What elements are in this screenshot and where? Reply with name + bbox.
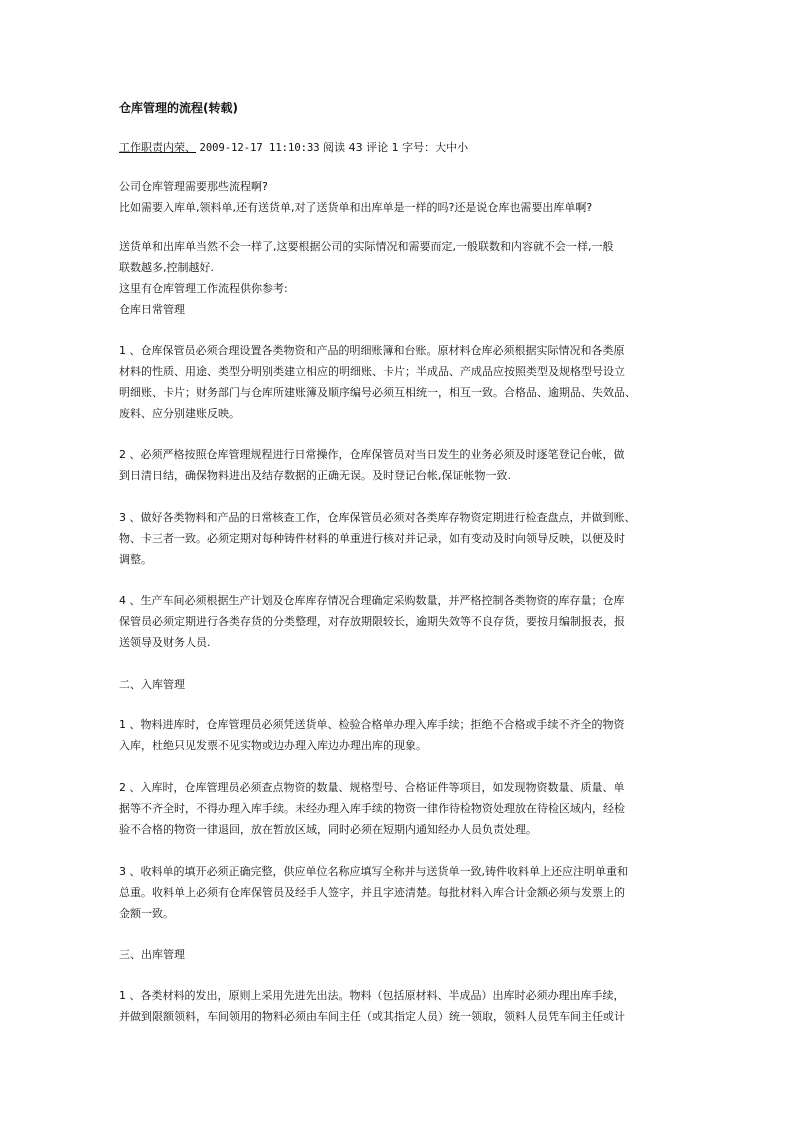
text-line: 1 、各类材料的发出，原则上采用先进先出法。物料（包括原材料、半成品）出库时必须办理出库手续， (119, 989, 625, 1002)
text-line: 到日清日结，确保物料进出及结存数据的正确无误。及时登记台帐,保证帐物一致. (119, 469, 511, 482)
text-line: 这里有仓库管理工作流程供你参考: (119, 282, 288, 295)
text-line: 3 、收料单的填开必须正确完整，供应单位名称应填写全称并与送货单一致,铸件收料单上还应注明单重和 (119, 865, 628, 878)
text-line: 保管员必须定期进行各类存货的分类整理，对存放期限较长，逾期失效等不良存货，要按月编制报表，报 (119, 615, 625, 628)
text-line: 金额一致。 (119, 907, 174, 920)
daily-item-3 (119, 507, 689, 570)
inbound-heading: 二、入库管理 (119, 678, 185, 691)
question-paragraph (119, 176, 689, 218)
text-line: 送领导及财务人员. (119, 636, 211, 649)
text-line: 据等不齐全时，不得办理入库手续。未经办理入库手续的物资一律作待检物资处理放在待检区域内，经检 (119, 802, 625, 815)
inbound-item-3 (119, 861, 689, 924)
text-line: 公司仓库管理需要那些流程啊? (119, 180, 268, 193)
comment-count[interactable]: 评论 1 (366, 141, 399, 154)
fontsize-label: 字号： (402, 141, 436, 154)
daily-item-1 (119, 340, 689, 424)
text-line: 验不合格的物资一律退回，放在暂放区域，同时必须在短期内通知经办人员负责处理。 (119, 823, 537, 836)
inbound-item-2 (119, 777, 689, 840)
text-line: 4 、生产车间必须根据生产计划及仓库库存情况合理确定采购数量，并严格控制各类物资的库存量；仓库 (119, 594, 625, 607)
inbound-item-1 (119, 714, 689, 756)
text-line: 总重。收料单上必须有仓库保管员及经手人签字，并且字迹清楚。每批材料入库合计金额必须与发票上的 (119, 886, 625, 899)
text-line: 调整。 (119, 553, 152, 566)
daily-item-4 (119, 590, 689, 653)
outbound-item-1 (119, 985, 689, 1027)
text-line: 入库，杜绝只见发票不见实物或边办理入库边办理出库的现象。 (119, 739, 427, 752)
text-line: 1 、物料进库时，仓库管理员必须凭送货单、检验合格单办理入库手续；拒绝不合格或手续不齐全的物资 (119, 718, 625, 731)
text-line: 废料、应分别建账反映。 (119, 407, 240, 420)
text-line: 材料的性质、用途、类型分明别类建立相应的明细账、卡片；半成品、产成品应按照类型及规格型号设立 (119, 365, 625, 378)
text-line: 1 、仓库保管员必须合理设置各类物资和产品的明细账簿和台账。原材料仓库必须根据实际情况和各类原 (119, 344, 625, 357)
text-line: 2 、入库时，仓库管理员必须查点物资的数量、规格型号、合格证件等项目，如发现物资数量、质量、单 (119, 781, 625, 794)
daily-item-2 (119, 444, 689, 486)
text-line: 3 、做好各类物料和产品的日常核查工作，仓库保管员必须对各类库存物资定期进行检查盘点，并做到账、 (119, 511, 636, 524)
text-line: 2 、必须严格按照仓库管理规程进行日常操作，仓库保管员对当日发生的业务必须及时逐笔登记台帐，做 (119, 448, 625, 461)
text-line: 明细账、卡片；财务部门与仓库所建账簿及顺序编号必须互相统一，相互一致。合格品、逾期品、失效品、 (119, 386, 636, 399)
text-line: 送货单和出库单当然不会一样了,这要根据公司的实际情况和需要而定,一般联数和内容就不会一样,一般 (119, 240, 614, 253)
post-datetime: 2009-12-17 11:10:33 (199, 142, 320, 154)
text-line: 并做到限额领料，车间领用的物料必须由车间主任（或其指定人员）统一领取，领料人员凭车间主任或计 (119, 1010, 625, 1023)
text-line: 联数越多,控制越好. (119, 261, 214, 274)
read-count: 阅读 43 (323, 141, 363, 154)
article-title: 仓库管理的流程(转载) (119, 101, 238, 115)
text-line: 物、卡三者一致。必须定期对每种铸件材料的单重进行核对并记录，如有变动及时向领导反映，以便及时 (119, 532, 625, 545)
category-link[interactable]: 工作职责内荣、 (119, 141, 196, 154)
article-meta (119, 139, 468, 155)
section-heading: 仓库日常管理 (119, 303, 185, 316)
fontsize-options[interactable]: 大中小 (435, 141, 469, 154)
outbound-heading: 三、出库管理 (119, 948, 185, 961)
text-line: 比如需要入库单,领料单,还有送货单,对了送货单和出库单是一样的吗?还是说仓库也需要出库单啊? (119, 201, 593, 214)
answer-paragraph (119, 236, 689, 320)
